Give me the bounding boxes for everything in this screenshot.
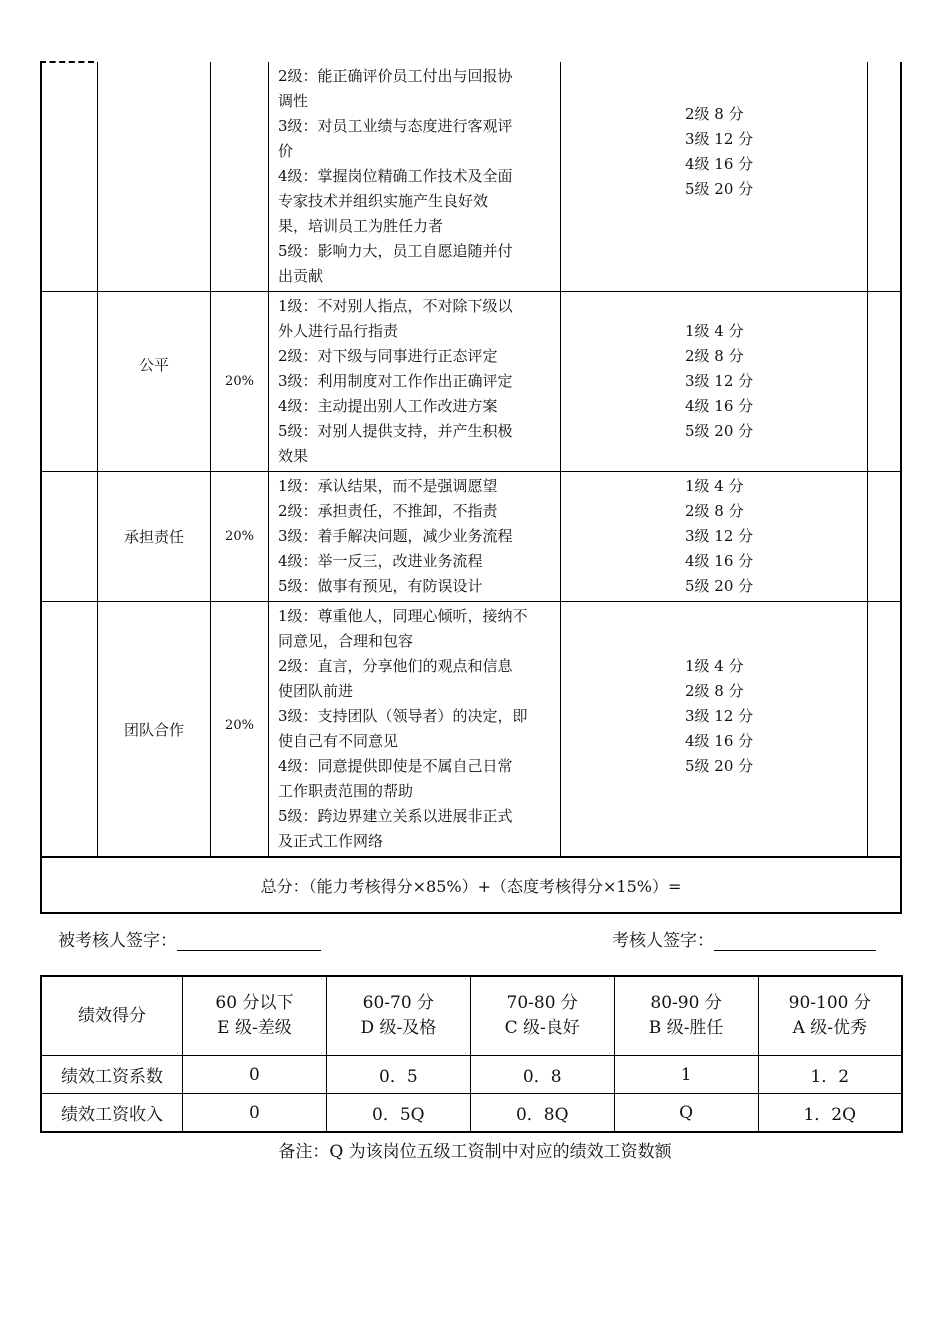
level-line: 使团队前进: [278, 682, 354, 700]
level-line: 外人进行品行指责: [278, 322, 399, 340]
level-line: 2级：能正确评价员工付出与回报协: [278, 67, 513, 85]
level-line: 5级：对别人提供支持，并产生积极: [278, 422, 513, 440]
table-row: [41, 1056, 902, 1094]
remark-cell: [868, 62, 902, 292]
item-weight: 20%: [211, 472, 269, 602]
level-line: 5级：做事有预见，有防误设计: [278, 577, 483, 595]
score-line: 3级 12 分: [685, 706, 754, 725]
table-cell: 0．5: [326, 1056, 470, 1094]
score-line: 2级 8 分: [685, 502, 744, 520]
level-line: 4级：掌握岗位精确工作技术及全面: [278, 167, 513, 185]
table-row: [41, 292, 901, 472]
remark-cell: [868, 602, 902, 858]
grade-level: A 级-优秀: [792, 1018, 867, 1038]
level-line: 4级：主动提出别人工作改进方案: [278, 397, 498, 415]
appraisee-signature-label: 被考核人签字：: [58, 931, 177, 951]
total-row: [41, 857, 901, 913]
table-row: [41, 1094, 902, 1133]
level-line: 出贡献: [278, 267, 324, 285]
appraisee-signature: [58, 926, 321, 951]
item-weight: 20%: [211, 292, 269, 472]
score-scale: [561, 62, 868, 292]
score-line: 2级 8 分: [685, 347, 744, 365]
table-row: [41, 472, 901, 602]
item-name: 承担责任: [98, 472, 211, 602]
level-line: 3级：着手解决问题，减少业务流程: [278, 527, 513, 545]
item-weight: [211, 62, 269, 292]
table-cell: 1．2Q: [758, 1094, 902, 1133]
table-cell: 0．8Q: [470, 1094, 614, 1133]
grade-column: [326, 976, 470, 1056]
grade-range: 60 分以下: [215, 993, 294, 1013]
score-line: 5级 20 分: [685, 422, 754, 440]
score-line: 2级 8 分: [685, 104, 744, 123]
level-line: 效果: [278, 447, 309, 465]
score-line: 3级 12 分: [685, 129, 754, 148]
footnote: 备注：Q 为该岗位五级工资制中对应的绩效工资数额: [278, 1142, 672, 1162]
table-row: [41, 62, 901, 292]
appraisee-signature-line[interactable]: [177, 934, 321, 951]
score-line: 5级 20 分: [685, 756, 754, 775]
score-line: 4级 16 分: [685, 731, 754, 750]
score-line: 5级 20 分: [685, 577, 754, 595]
category-cell: [41, 472, 98, 602]
item-name: [98, 62, 211, 292]
appraiser-signature: [612, 926, 876, 951]
grade-level: E 级-差级: [217, 1018, 292, 1038]
table-row: [41, 602, 901, 858]
level-line: 价: [278, 142, 294, 160]
performance-grade-table: [40, 975, 903, 1133]
item-name: 团队合作: [98, 602, 211, 858]
grade-level: C 级-良好: [504, 1018, 580, 1038]
level-line: 调性: [278, 92, 309, 110]
level-description: [269, 292, 561, 472]
level-line: 同意见，合理和包容: [278, 632, 414, 650]
level-line: 4级：同意提供即使是不属自己日常: [278, 757, 513, 775]
score-line: 4级 16 分: [685, 154, 754, 173]
level-line: 工作职责范围的帮助: [278, 782, 414, 800]
appraiser-signature-line[interactable]: [714, 934, 876, 951]
table-cell: 0．5Q: [326, 1094, 470, 1133]
grade-column: [183, 976, 327, 1056]
remark-cell: [868, 472, 902, 602]
table-cell: 1: [614, 1056, 758, 1094]
grade-range: 60-70 分: [362, 993, 435, 1013]
score-line: 1级 4 分: [685, 656, 744, 675]
item-weight: 20%: [211, 602, 269, 858]
level-line: 2级：承担责任，不推卸，不指责: [278, 502, 498, 520]
score-scale: [561, 602, 868, 858]
level-line: 5级：跨边界建立关系以进展非正式: [278, 807, 513, 825]
score-line: 1级 4 分: [685, 322, 744, 340]
grade-level: D 级-及格: [360, 1018, 437, 1038]
level-line: 5级：影响力大，员工自愿追随并付: [278, 242, 513, 260]
level-line: 3级：支持团队（领导者）的决定，即: [278, 707, 528, 725]
category-cell: [41, 292, 98, 472]
table-cell: 0: [183, 1056, 327, 1094]
score-line: 4级 16 分: [685, 397, 754, 415]
table-cell: 0．8: [470, 1056, 614, 1094]
grade-header-row: [41, 976, 902, 1056]
row-label: 绩效工资收入: [41, 1094, 183, 1133]
table-cell: 1．2: [758, 1056, 902, 1094]
grade-column: [758, 976, 902, 1056]
item-name: 公平: [98, 292, 211, 472]
score-line: 3级 12 分: [685, 372, 754, 390]
remark-cell: [868, 292, 902, 472]
grade-level: B 级-胜任: [648, 1018, 724, 1038]
table-cell: 0: [183, 1094, 327, 1133]
score-line: 5级 20 分: [685, 179, 754, 198]
score-line: 4级 16 分: [685, 552, 754, 570]
grade-column: [470, 976, 614, 1056]
level-description: [269, 472, 561, 602]
row-label: 绩效工资系数: [41, 1056, 183, 1094]
category-cell: [41, 602, 98, 858]
score-line: 3级 12 分: [685, 527, 754, 545]
grade-header-label: 绩效得分: [41, 976, 183, 1056]
level-line: 1级：承认结果，而不是强调愿望: [278, 477, 498, 495]
level-line: 4级：举一反三，改进业务流程: [278, 552, 483, 570]
level-line: 3级：对员工业绩与态度进行客观评: [278, 117, 513, 135]
level-description: [269, 62, 561, 292]
table-cell: Q: [614, 1094, 758, 1133]
total-formula: 总分：（能力考核得分×85%）+（态度考核得分×15%）=: [41, 857, 901, 913]
level-line: 3级：利用制度对工作作出正确评定: [278, 372, 513, 390]
appraiser-signature-label: 考核人签字：: [612, 931, 714, 951]
grade-range: 70-80 分: [506, 993, 578, 1013]
grade-range: 80-90 分: [650, 993, 722, 1013]
level-line: 2级：对下级与同事进行正态评定: [278, 347, 498, 365]
score-line: 2级 8 分: [685, 681, 744, 700]
level-line: 使自己有不同意见: [278, 732, 399, 750]
grade-column: [614, 976, 758, 1056]
level-line: 专家技术并组织实施产生良好效: [278, 192, 489, 210]
score-line: 1级 4 分: [685, 477, 744, 495]
level-line: 1级：不对别人指点，不对除下级以: [278, 297, 513, 315]
grade-range: 90-100 分: [788, 993, 871, 1013]
level-line: 果，培训员工为胜任力者: [278, 217, 444, 235]
level-line: 1级：尊重他人，同理心倾听，接纳不: [278, 607, 528, 625]
level-line: 及正式工作网络: [278, 832, 384, 850]
level-description: [269, 602, 561, 858]
attitude-assessment-table: [40, 62, 902, 914]
category-cell: [41, 62, 98, 292]
score-scale: [561, 472, 868, 602]
level-line: 2级：直言，分享他们的观点和信息: [278, 657, 513, 675]
score-scale: [561, 292, 868, 472]
